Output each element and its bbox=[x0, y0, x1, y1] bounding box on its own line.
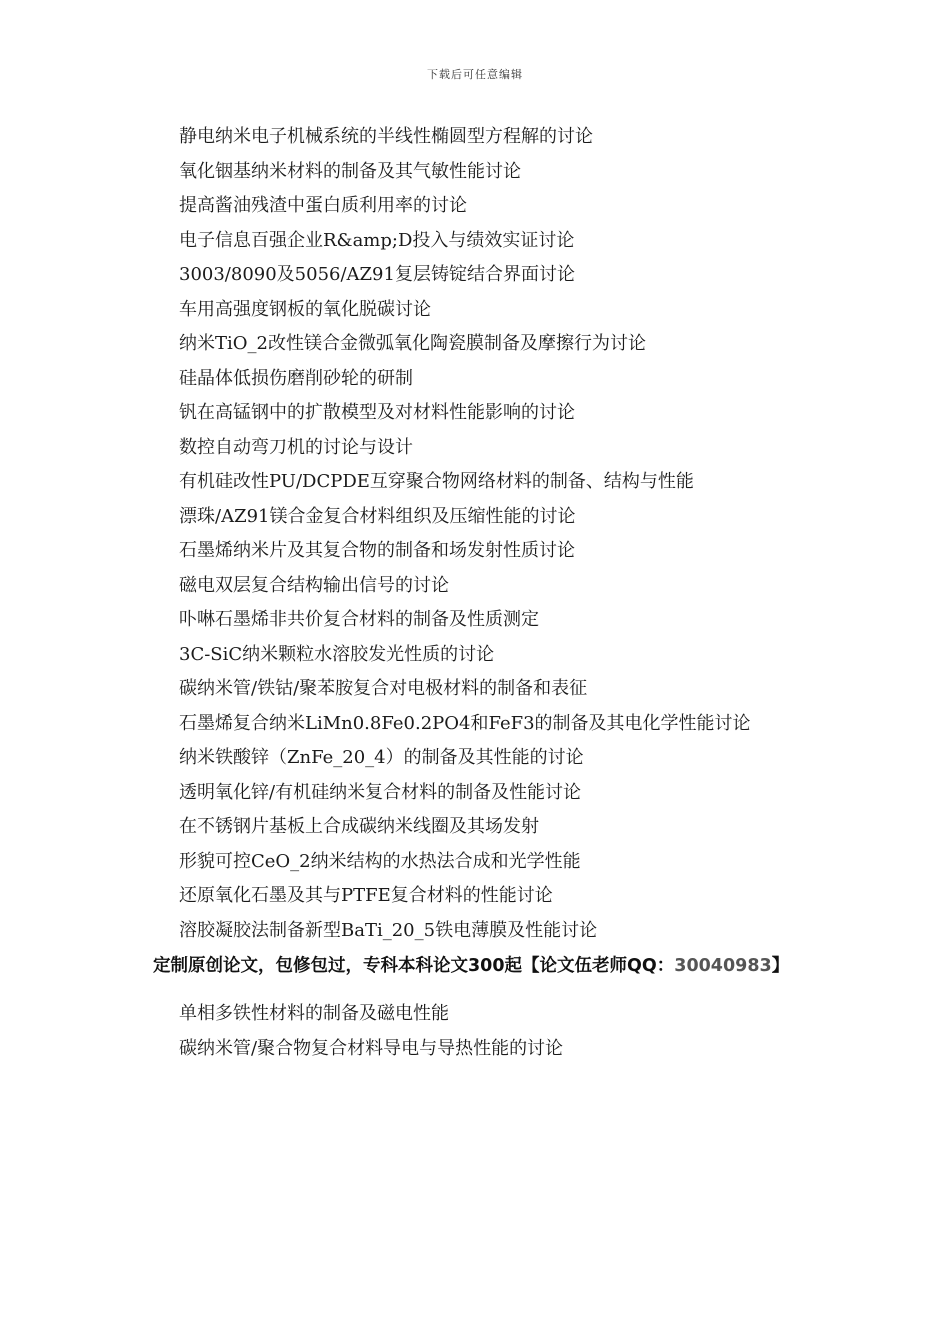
thesis-title: 纳米TiO_2改性镁合金微弧氧化陶瓷膜制备及摩擦行为讨论 bbox=[179, 333, 646, 354]
thesis-title: 有机硅改性PU/DCPDE互穿聚合物网络材料的制备、结构与性能 bbox=[179, 471, 694, 492]
thesis-title: 石墨烯纳米片及其复合物的制备和场发射性质讨论 bbox=[179, 540, 575, 561]
thesis-title: 漂珠/AZ91镁合金复合材料组织及压缩性能的讨论 bbox=[179, 505, 576, 527]
thesis-title: 3C-SiC纳米颗粒水溶胶发光性质的讨论 bbox=[179, 643, 495, 665]
thesis-title: 溶胶凝胶法制备新型BaTi_20_5铁电薄膜及性能讨论 bbox=[179, 919, 598, 941]
thesis-title: 石墨烯复合纳米LiMn0.8Fe0.2PO4和FeF3的制备及其电化学性能讨论 bbox=[179, 712, 751, 734]
advertisement-banner bbox=[153, 953, 789, 979]
thesis-title: 还原氧化石墨及其与PTFE复合材料的性能讨论 bbox=[179, 885, 553, 906]
qq-number: 30040983 bbox=[674, 956, 772, 976]
thesis-title: 纳米铁酸锌（ZnFe_20_4）的制备及其性能的讨论 bbox=[179, 747, 584, 768]
thesis-title: 电子信息百强企业R&amp;D投入与绩效实证讨论 bbox=[179, 229, 575, 251]
thesis-title: 透明氧化锌/有机硅纳米复合材料的制备及性能讨论 bbox=[179, 781, 582, 803]
thesis-title: 氧化铟基纳米材料的制备及其气敏性能讨论 bbox=[179, 160, 521, 182]
thesis-title: 形貌可控CeO_2纳米结构的水热法合成和光学性能 bbox=[179, 850, 581, 872]
thesis-title: 硅晶体低损伤磨削砂轮的研制 bbox=[179, 367, 413, 389]
thesis-title: 单相多铁性材料的制备及磁电性能 bbox=[179, 1003, 449, 1024]
page-header: 下载后可任意编辑 bbox=[427, 68, 523, 81]
thesis-title: 在不锈钢片基板上合成碳纳米线圈及其场发射 bbox=[179, 816, 539, 837]
thesis-title: 磁电双层复合结构输出信号的讨论 bbox=[179, 574, 449, 596]
thesis-title: 碳纳米管/铁钴/聚苯胺复合对电极材料的制备和表征 bbox=[179, 678, 588, 699]
thesis-title-list-continued bbox=[179, 1001, 563, 1070]
thesis-title: 静电纳米电子机械系统的半线性椭圆型方程解的讨论 bbox=[179, 126, 593, 147]
thesis-title: 车用高强度钢板的氧化脱碳讨论 bbox=[179, 298, 431, 320]
thesis-title: 提高酱油残渣中蛋白质利用率的讨论 bbox=[179, 195, 467, 216]
thesis-title-list bbox=[179, 124, 751, 952]
thesis-title: 卟啉石墨烯非共价复合材料的制备及性质测定 bbox=[179, 609, 539, 630]
thesis-title: 碳纳米管/聚合物复合材料导电与导热性能的讨论 bbox=[179, 1037, 564, 1059]
thesis-title: 钒在高锰钢中的扩散模型及对材料性能影响的讨论 bbox=[179, 402, 575, 423]
thesis-title: 3003/8090及5056/AZ91复层铸锭结合界面讨论 bbox=[179, 264, 575, 285]
advertisement-text: 定制原创论文，包修包过，专科本科论文300起【论文伍老师QQ： bbox=[153, 956, 675, 976]
advertisement-bracket: 】 bbox=[771, 956, 790, 976]
thesis-title: 数控自动弯刀机的讨论与设计 bbox=[179, 436, 413, 458]
